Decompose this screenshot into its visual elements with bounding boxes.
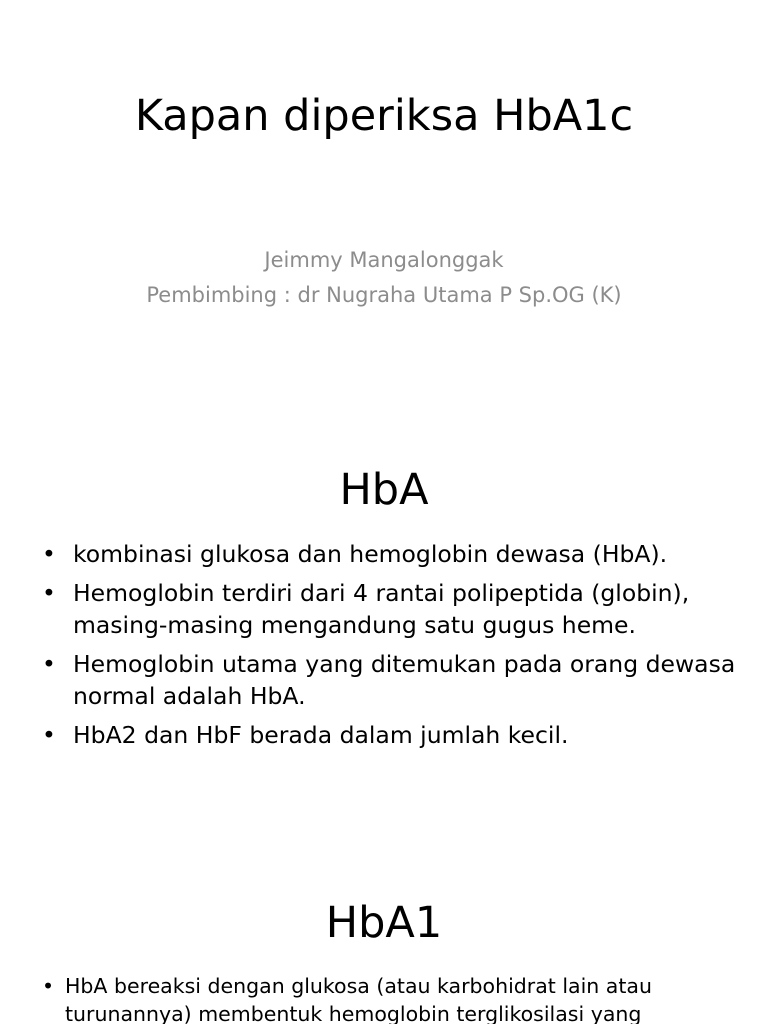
list-item [42, 538, 742, 571]
bullet-icon: • [42, 720, 56, 749]
bullet-icon: • [42, 974, 55, 998]
bullet-icon: • [42, 578, 56, 607]
main-title: Kapan diperiksa HbA1c [134, 91, 634, 141]
author-name: Jeimmy Mangalonggak [264, 248, 504, 272]
bullet-text: kombinasi glukosa dan hemoglobin dewasa (HbA). [73, 540, 668, 568]
hba-slide [0, 440, 768, 880]
bullet-icon: • [42, 649, 56, 678]
bullet-text: Hemoglobin terdiri dari 4 rantai polipeptida (globin), masing-masing mengandung satu gugus heme. [73, 578, 690, 639]
list-item [42, 719, 742, 752]
hba1-heading: HbA1 [325, 898, 443, 948]
list-item [42, 972, 742, 1024]
bullet-text: Hemoglobin utama yang ditemukan pada orang dewasa normal adalah HbA. [73, 649, 736, 710]
list-item [42, 648, 742, 713]
list-item [42, 577, 742, 642]
hba-heading: HbA [339, 465, 429, 515]
supervisor-line: Pembimbing : dr Nugraha Utama P Sp.OG (K) [146, 283, 622, 307]
bullet-text: HbA2 dan HbF berada dalam jumlah kecil. [73, 720, 569, 749]
hba1-bullet-list [42, 972, 742, 1024]
hba1-slide [0, 880, 768, 1024]
bullet-text: HbA bereaksi dengan glukosa (atau karbohidrat lain atau turunannya) membentuk hemoglobin terglikosilasi yang [65, 974, 652, 1024]
bullet-icon: • [42, 540, 56, 568]
title-slide [0, 0, 768, 440]
hba-bullet-list [42, 538, 742, 757]
